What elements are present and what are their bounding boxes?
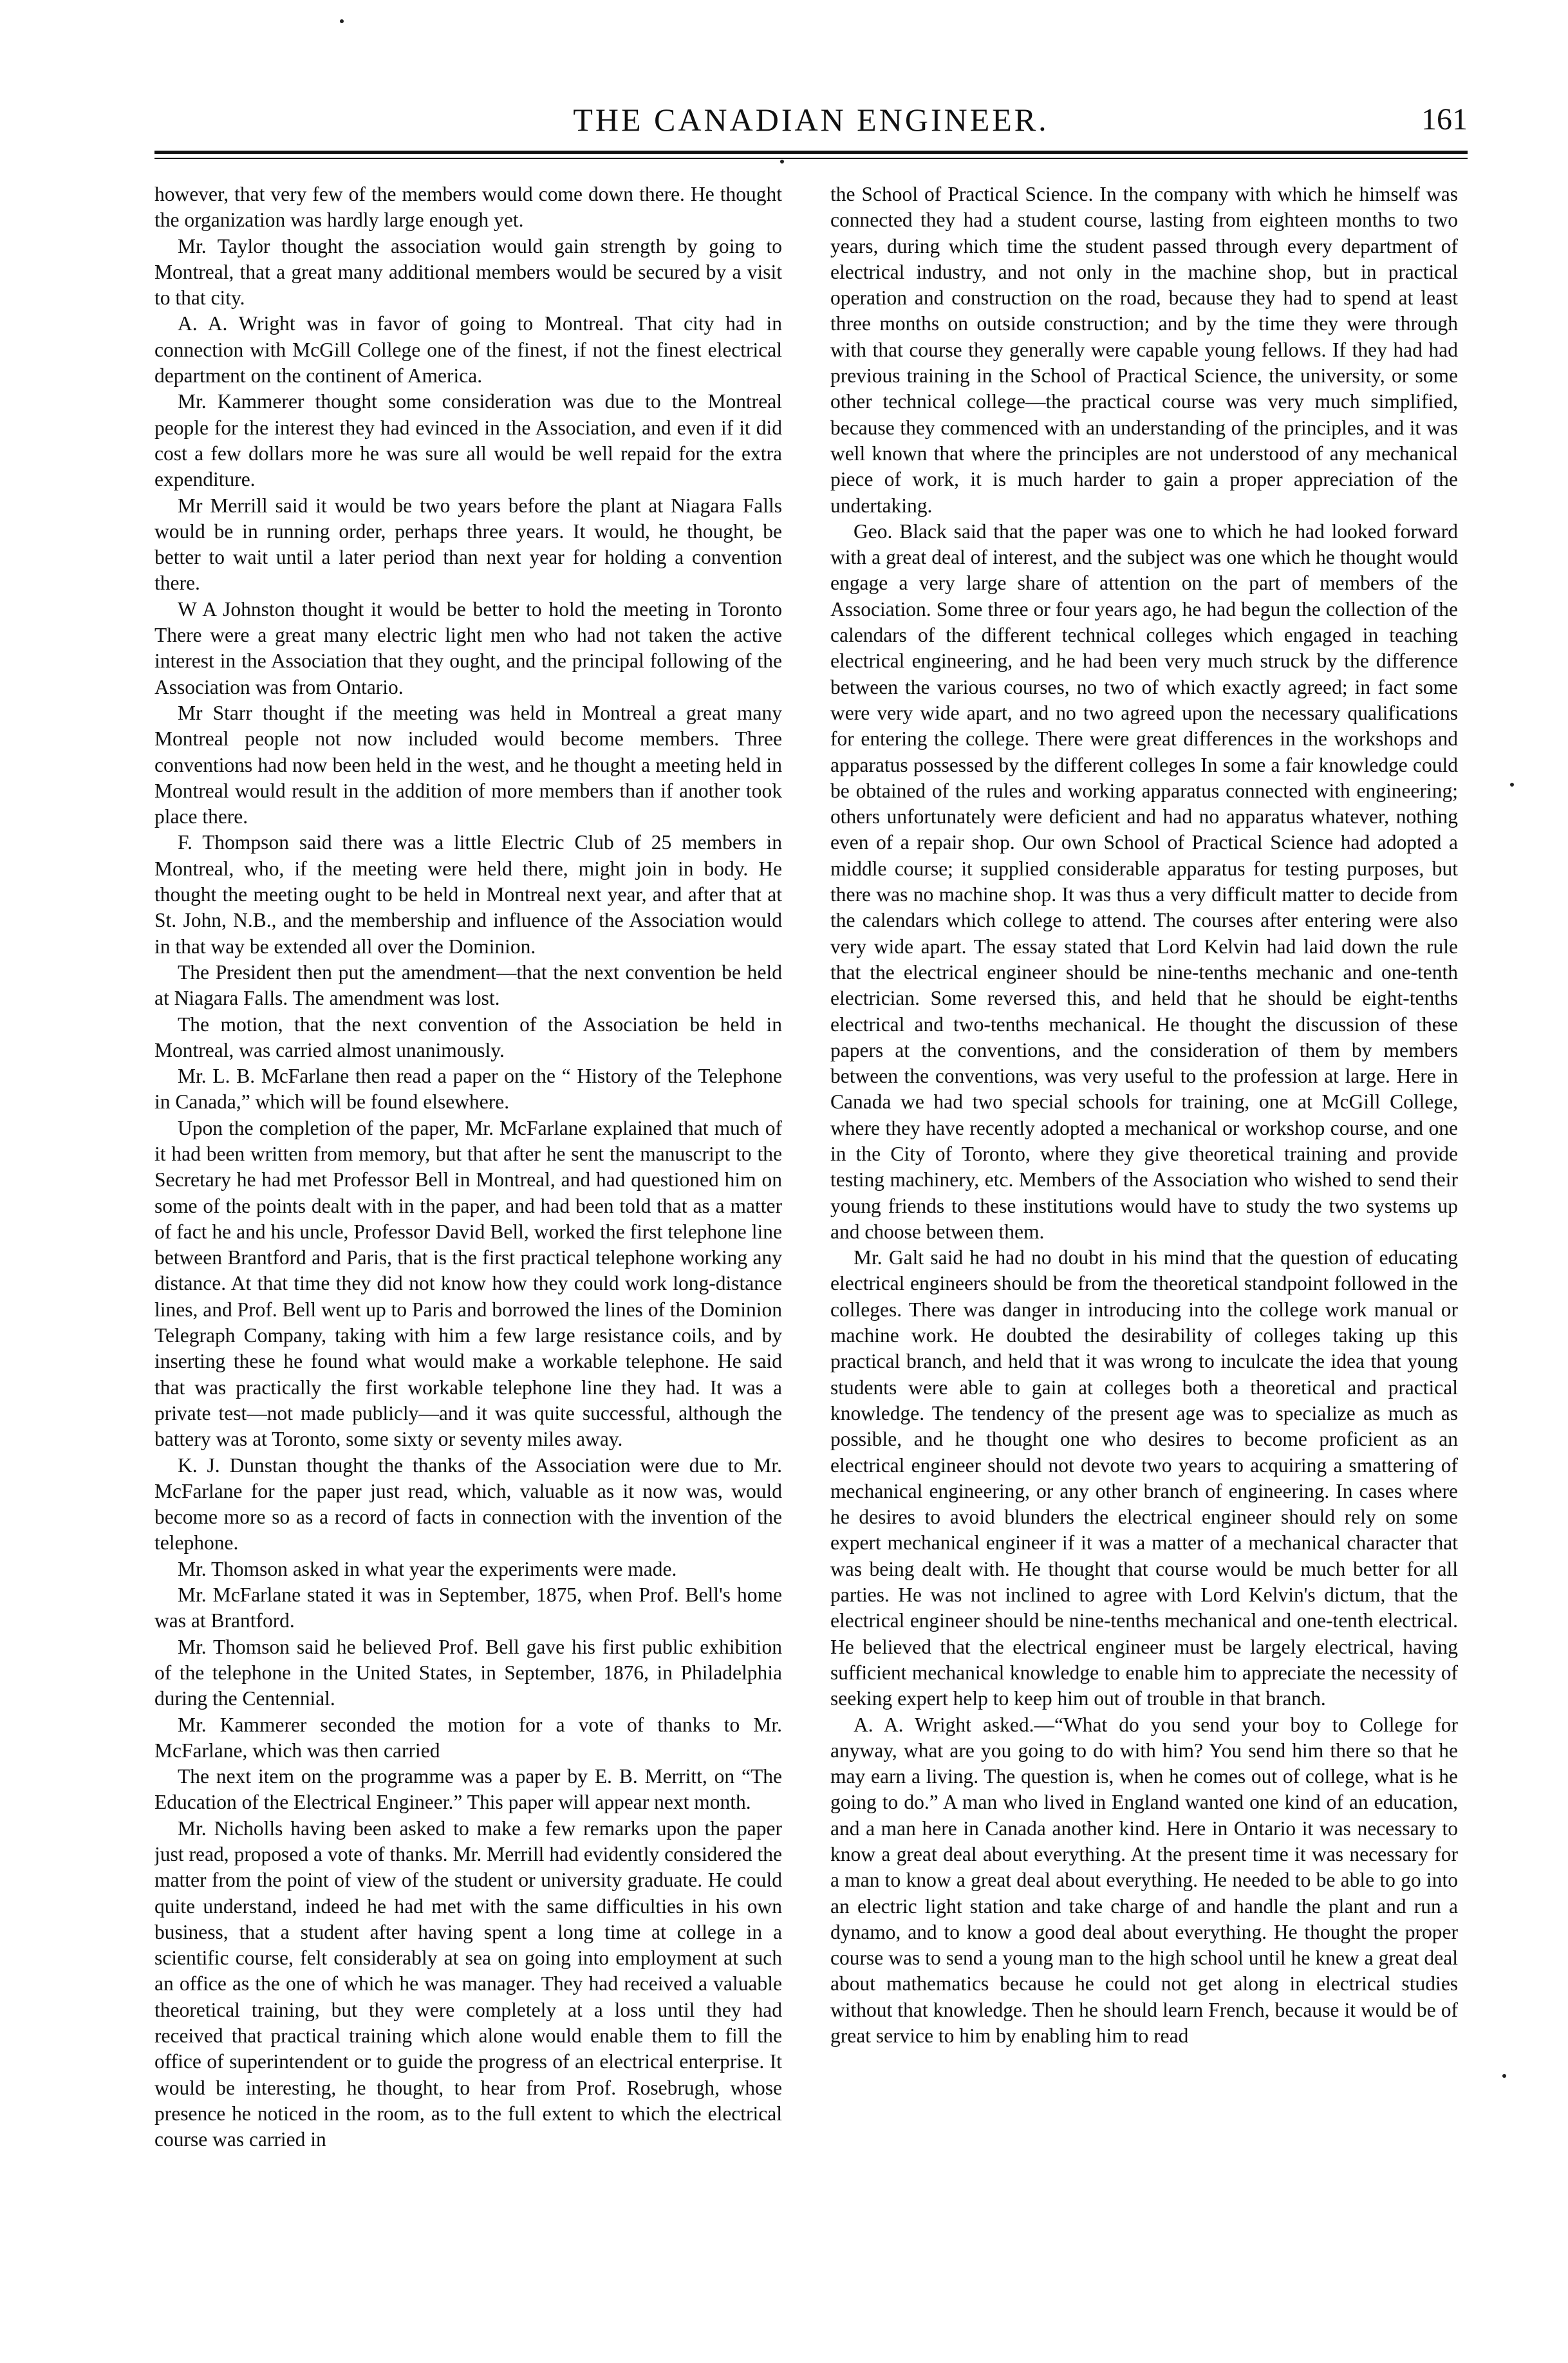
- header-rule-thick: [154, 151, 1468, 154]
- print-speck: [1502, 2074, 1506, 2078]
- print-speck: [780, 160, 784, 163]
- paragraph: the School of Practical Science. In the company with which he himself was connected they had a student course, lasting from eighteen months to two years, during which time the student passed through every department of electrical industry, and not only in the machine shop, but in practical operation and construction on the road, because they had to spend at least three months on outside construction; and by the time they were through with that course they generally were capable young fellows. If they had had previous training in the School of Practical Science, the university, or some other technical college—the practical course was very much simplified, because they commenced with an understanding of the principles, and it was well known that where the principles are not understood of any mechanical piece of work, it is much harder to gain a proper appreciation of the undertaking.: [830, 183, 1458, 517]
- print-speck: [1510, 783, 1514, 787]
- paragraph: F. Thompson said there was a little Electric Club of 25 members in Montreal, who, if the meeting were held there, might join in body. He thought the meeting ought to be held in Montreal next year, and after that at St. John, N.B., and the membership and influence of the Association would in that way be extended all over the Dominion.: [154, 831, 782, 958]
- paragraph: Mr. Galt said he had no doubt in his mind that the question of educating electrical engineers should be from the theoretical standpoint followed in the colleges. There was danger in introducing into the college work manual or machine work. He doubted the desirability of colleges taking up this practical branch, and held that it was wrong to inculcate the idea that young students were able to gain at colleges both a theoretical and practical knowledge. The tendency of the present age was to specialize as much as possible, and he thought one who desires to become proficient as an electrical engineer should not devote two years to acquiring a smattering of mechanical engineering, or any other branch of engineering. In cases where he desires to avoid blunders the electrical engineer should rely on some expert mechanical engineer if it was a matter of a mechanical character that was being dealt with. He thought that course would be much better for all parties. He was not inclined to agree with Lord Kelvin's dictum, that the electrical engineer should be nine-tenths mechanical and one-tenth electrical. He believed that the electrical engineer must be largely electrical, having sufficient mechanical knowledge to enable him to appreciate the necessity of seeking expert help to keep him out of trouble in that branch.: [830, 1246, 1458, 1710]
- page-header: [154, 97, 1468, 148]
- running-title: THE CANADIAN ENGINEER.: [573, 102, 1049, 138]
- paragraph: The motion, that the next convention of the Association be held in Montreal, was carried almost unanimously.: [154, 1013, 782, 1061]
- paragraph: The President then put the amendment—that the next convention be held at Niagara Falls. The amendment was lost.: [154, 960, 782, 1010]
- paragraph: Mr. L. B. McFarlane then read a paper on the “ History of the Telephone in Canada,” which will be found elsewhere.: [154, 1065, 782, 1114]
- paragraph: Mr Starr thought if the meeting was held in Montreal a great many Montreal people not now included would become members. Three conventions had now been held in the west, and he thought a meeting held in Montreal would result in the addition of more members than if another took place there.: [154, 701, 782, 828]
- paragraph: Mr. McFarlane stated it was in September, 1875, when Prof. Bell's home was at Brantford.: [154, 1583, 782, 1632]
- paragraph: however, that very few of the members would come down there. He thought the organization was hardly large enough yet.: [154, 183, 782, 232]
- paragraph: Mr. Taylor thought the association would gain strength by going to Montreal, that a great many additional members would be secured by a visit to that city.: [154, 234, 782, 310]
- paragraph: Mr. Thomson asked in what year the experiments were made.: [178, 1557, 677, 1580]
- print-speck: [340, 19, 344, 23]
- header-rule-thin: [154, 158, 1468, 159]
- paragraph: Mr. Thomson said he believed Prof. Bell gave his first public exhibition of the telephone in the United States, in September, 1876, in Philadelphia during the Centennial.: [154, 1635, 782, 1710]
- paragraph: Upon the completion of the paper, Mr. McFarlane explained that much of it had been written from memory, but that after he sent the manuscript to the Secretary he had met Professor Bell in Montreal, and had questioned him on some of the points dealt with in the paper, and had been told that as a matter of fact he and his uncle, Professor David Bell, worked the first telephone line between Brantford and Paris, that is the first practical telephone working any distance. At that time they did not know how they could work long-distance lines, and Prof. Bell went up to Paris and borrowed the lines of the Dominion Telegraph Company, taking with him a few large resistance coils, and by inserting these he found what would make a workable telephone. He said that was practically the first workable telephone line they had. It was a private test—not made publicly—and it was quite successful, although the battery was at Toronto, some sixty or seventy miles away.: [154, 1116, 782, 1451]
- paragraph: W A Johnston thought it would be better to hold the meeting in Toronto There were a great many electric light men who had not taken the active interest in the Association that they ought, and the principal following of the Association was from Ontario.: [154, 597, 782, 698]
- paragraph: K. J. Dunstan thought the thanks of the Association were due to Mr. McFarlane for the paper just read, which, valuable as it now was, would become more so as a record of facts in connection with the invention of the telephone.: [154, 1453, 782, 1555]
- paragraph: A. A. Wright asked.—“What do you send your boy to College for anyway, what are you going to do with him? You send him there so that he may earn a living. The question is, when he comes out of college, what is he going to do.” A man who lived in England wanted one kind of an education, and a man here in Canada another kind. Here in Ontario it was necessary to know a great deal about everything. At the present time it was necessary for a man to know a great deal about everything. He needed to be able to go into an electric light station and take charge of and handle the plant and run a dynamo, and to know a good deal about everything. He thought the proper course was to send a young man to the high school until he knew a great deal about mathematics because he could not get along in electrical studies without that knowledge. Then he should learn French, because it would be of great service to him by enabling him to read: [830, 1713, 1458, 2048]
- paragraph: Mr Merrill said it would be two years before the plant at Niagara Falls would be in running order, perhaps three years. It would, he thought, be better to wait until a later period than next year for holding a convention there.: [154, 494, 782, 595]
- paragraph: The next item on the programme was a paper by E. B. Merritt, on “The Education of the Electrical Engineer.” This paper will appear next month.: [154, 1765, 782, 1814]
- page-number: 161: [1421, 102, 1468, 136]
- paragraph: Mr. Nicholls having been asked to make a few remarks upon the paper just read, proposed a vote of thanks. Mr. Merrill had evidently considered the matter from the point of view of the student or university graduate. He could quite understand, indeed he had met with the same difficulties in his own business, that a student after having spent a long time at college in a scientific course, felt considerably at sea on going into employment at such an office as the one of which he was manager. They had received a valuable theoretical training, but they were completely at a loss until they had received that practical training which alone would enable them to fill the office of superintendent or to guide the progress of an electrical enterprise. It would be interesting, he thought, to hear from Prof. Rosebrugh, whose presence he noticed in the room, as to the full extent to which the electrical course was carried in: [154, 1817, 782, 2151]
- right-column: [830, 182, 1458, 2331]
- paragraph: A. A. Wright was in favor of going to Montreal. That city had in connection with McGill College one of the finest, if not the finest electrical department on the continent of America.: [154, 312, 782, 388]
- paragraph: Mr. Kammerer seconded the motion for a vote of thanks to Mr. McFarlane, which was then carried: [154, 1713, 782, 1762]
- paragraph: Geo. Black said that the paper was one to which he had looked forward with a great deal of interest, and the subject was one which he thought would engage a very large share of attention on the part of members of the Association. Some three or four years ago, he had begun the collection of the calendars of the different technical colleges which engaged in teaching electrical engineering, and he had been very much struck by the difference between the various courses, no two of which exactly agreed; in fact some were very wide apart, and no two agreed upon the necessary qualifications for entering the college. There were great differences in the workshops and apparatus possessed by the different colleges In some a fair knowledge could be obtained of the rules and working apparatus connected with engineering; others unfortunately were deficient and had no apparatus whatever, nothing even of a repair shop. Our own School of Practical Science had adopted a middle course; it supplied considerable apparatus for testing purposes, but there was no machine shop. It was thus a very difficult matter to decide from the calendars which college to attend. The courses after entering were also very wide apart. The essay stated that Lord Kelvin had laid down the rule that the electrical engineer should be nine-tenths mechanic and one-tenth electrician. Some reversed this, and held that he should be eight-tenths electrical and two-tenths mechanical. He thought the discussion of these papers at the conventions, and the consideration of them by members between the conventions, was very useful to the profession at large. Here in Canada we had two special schools for training, one at McGill College, where they have recently adopted a mechanical or workshop course, and one in the City of Toronto, where they give theoretical training and provide testing machinery, etc. Members of the Association who wished to send their young friends to these institutions would have to study the two systems up and choose between them.: [830, 519, 1458, 1243]
- paragraph: Mr. Kammerer thought some consideration was due to the Montreal people for the interest they had evinced in the Association, and even if it did cost a few dollars more he was sure all would be well repaid for the extra expenditure.: [154, 390, 782, 491]
- left-column: [154, 182, 782, 2331]
